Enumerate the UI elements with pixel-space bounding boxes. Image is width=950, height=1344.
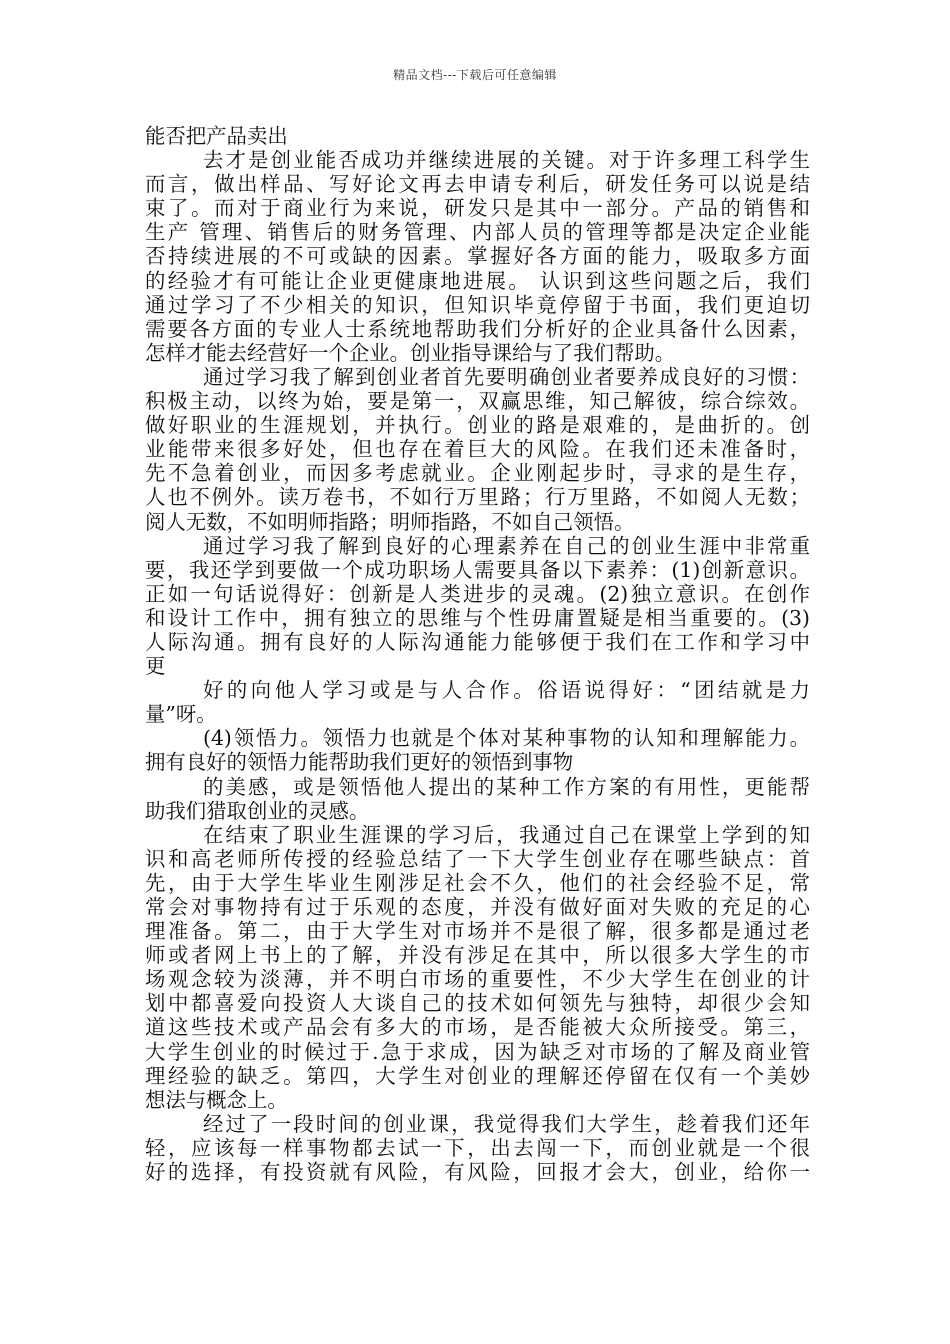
body-text-line: 理准备。第二，由于大学生对市场并不是很了解，很多都是通过老 (145, 919, 810, 944)
body-text-line: 识和高老师所传授的经验总结了一下大学生创业存在哪些缺点：首 (145, 846, 810, 871)
body-text-line: 能否把产品卖出 (145, 124, 288, 148)
body-text-line: 否持续进展的不可或缺的因素。掌握好各方面的能力，吸取多方面 (145, 244, 810, 269)
body-text-line: 先不急着创业，而因多考虑就业。企业刚起步时，寻求的是生存， (145, 461, 810, 486)
body-text-line: 大学生创业的时候过于.急于求成，因为缺乏对市场的了解及商业管 (145, 1039, 810, 1064)
body-text-line: 师或者网上书上的了解，并没有涉足在其中，所以很多大学生的市 (145, 943, 810, 968)
body-text-line: 正如一句话说得好：创新是人类进步的灵魂。(2)独立意识。在创作 (145, 581, 810, 606)
body-text-line: 理经验的缺乏。第四，大学生对创业的理解还停留在仅有一个美妙 (145, 1063, 810, 1088)
body-text-line: 更 (145, 654, 166, 679)
body-text-line: 经过了一段时间的创业课，我觉得我们大学生，趁着我们还年 (203, 1111, 810, 1136)
body-text-line: 拥有良好的领悟力能帮助我们更好的领悟到事物 (145, 750, 574, 775)
body-text-line: 的经验才有可能让企业更健康地进展。 认识到这些问题之后，我们 (145, 268, 810, 293)
body-text-line: 好的选择，有投资就有风险，有风险，回报才会大，创业，给你一 (145, 1160, 810, 1185)
body-text-line: 好的向他人学习或是与人合作。俗语说得好：“团结就是力 (203, 678, 810, 703)
body-text-line: 通过学习我了解到创业者首先要明确创业者要养成良好的习惯： (203, 364, 810, 389)
body-text-line: 束了。而对于商业行为来说，研发只是其中一部分。产品的销售和 (145, 196, 810, 221)
body-text-line: 积极主动，以终为始，要是第一，双赢思维，知己解彼，综合综效。 (145, 389, 810, 414)
body-text-line: 需要各方面的专业人士系统地帮助我们分析好的企业具备什么因素， (145, 316, 810, 341)
body-text-line: 通过学习了不少相关的知识，但知识毕竟停留于书面，我们更迫切 (145, 292, 810, 317)
body-text-line: 去才是创业能否成功并继续进展的关键。对于许多理工科学生 (203, 148, 810, 173)
body-text-line: 的美感，或是领悟他人提出的某种工作方案的有用性，更能帮 (203, 774, 810, 799)
body-text-line: 怎样才能去经营好一个企业。创业指导课给与了我们帮助。 (145, 340, 676, 365)
document-body (145, 124, 810, 1184)
body-text-line: 生产 管理、销售后的财务管理、内部人员的管理等都是决定企业能 (145, 220, 810, 245)
body-text-line: (4)领悟力。领悟力也就是个体对某种事物的认知和理解能力。 (203, 726, 810, 751)
body-text-line: 业能带来很多好处，但也存在着巨大的风险。在我们还未准备时， (145, 437, 810, 462)
body-text-line: 想法与概念上。 (145, 1087, 288, 1112)
body-text-line: 在结束了职业生涯课的学习后，我通过自己在课堂上学到的知 (203, 822, 810, 847)
body-text-line: 人也不例外。读万卷书，不如行万里路；行万里路，不如阅人无数； (145, 485, 810, 510)
body-text-line: 常会对事物持有过于乐观的态度，并没有做好面对失败的充足的心 (145, 895, 810, 919)
body-text-line: 道这些技术或产品会有多大的市场，是否能被大众所接受。第三， (145, 1015, 810, 1040)
body-text-line: 场观念较为淡薄，并不明白市场的重要性，不少大学生在创业的计 (145, 967, 810, 992)
body-text-line: 要，我还学到要做一个成功职场人需要具备以下素养：(1)创新意识。 (145, 557, 810, 582)
body-text-line: 人际沟通。拥有良好的人际沟通能力能够便于我们在工作和学习中 (145, 629, 810, 654)
body-text-line: 轻，应该每一样事物都去试一下，出去闯一下，而创业就是一个很 (145, 1135, 810, 1160)
body-text-line: 做好职业的生涯规划，并执行。创业的路是艰难的，是曲折的。创 (145, 413, 810, 438)
page-header: 精品文档---下载后可任意编辑 (393, 68, 557, 82)
body-text-line: 划中都喜爱向投资人大谈自己的技术如何领先与独特，却很少会知 (145, 991, 810, 1016)
body-text-line: 助我们猎取创业的灵感。 (145, 798, 370, 823)
body-text-line: 阅人无数，不如明师指路；明师指路，不如自己领悟。 (145, 509, 635, 534)
body-text-line: 量”呀。 (145, 702, 217, 727)
body-text-line: 通过学习我了解到良好的心理素养在自己的创业生涯中非常重 (203, 533, 810, 558)
body-text-line: 而言，做出样品、写好论文再去申请专利后，研发任务可以说是结 (145, 172, 810, 197)
body-text-line: 先，由于大学生毕业生刚涉足社会不久，他们的社会经验不足，常 (145, 870, 810, 895)
body-text-line: 和设计工作中，拥有独立的思维与个性毋庸置疑是相当重要的。(3) (145, 605, 810, 630)
